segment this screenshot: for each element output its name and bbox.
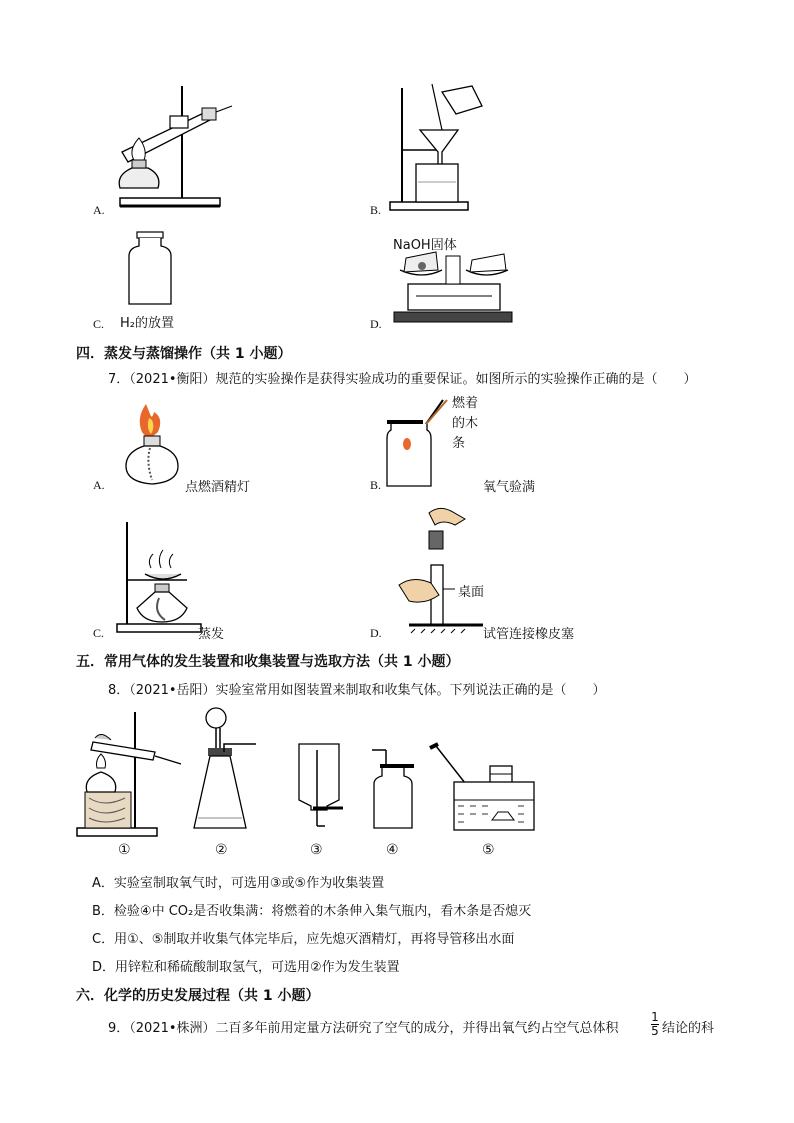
q8-choice-b: B．检验④中 CO₂是否收集满：将燃着的木条伸入集气瓶内，看木条是否熄灭	[92, 904, 532, 919]
fraction-numerator: 1	[651, 1010, 659, 1024]
q9-stem-start: 9．（2021•株洲）二百多年前用定量方法研究了空气的成分，并得出氧气约占空气总体积	[108, 1021, 619, 1036]
tube-stopper-on-desk-figure	[395, 505, 485, 633]
filtration-apparatus-figure	[390, 82, 500, 214]
heating-test-tube-apparatus-figure	[110, 80, 240, 215]
q7-option-d-letter: D.	[370, 626, 382, 640]
erlenmeyer-generator-figure	[190, 706, 260, 836]
q8-choice-a: A．实验室制取氧气时，可选用③或⑤作为收集装置	[92, 876, 385, 891]
q7-b-callout-line: 燃着	[452, 396, 479, 411]
q7-option-b-label: 氧气验满	[483, 480, 536, 495]
oxygen-full-check-figure	[385, 398, 449, 490]
q7-option-a-label: 点燃酒精灯	[185, 480, 251, 495]
q8-choice-c: C．用①、⑤制取并收集气体完毕后，应先熄灭酒精灯，再将导管移出水面	[92, 932, 515, 947]
q6-option-a-letter: A.	[93, 203, 105, 217]
downward-air-collection-figure	[295, 740, 347, 830]
balance-weighing-figure	[392, 250, 517, 325]
q6-option-d-naoh-label: NaOH固体	[393, 238, 457, 253]
apparatus-number-4: ④	[386, 842, 399, 858]
q6-option-d-letter: D.	[370, 317, 382, 331]
q7-option-a-letter: A.	[93, 478, 105, 492]
fraction-denominator: 5	[651, 1024, 659, 1038]
q7-b-callout	[452, 394, 478, 454]
evaporation-apparatus-figure	[115, 518, 205, 636]
q7-option-c-letter: C.	[93, 626, 105, 640]
section-5-title: 五．常用气体的发生装置和收集装置与选取方法（共 1 小题）	[76, 654, 460, 670]
q6-option-c-letter: C.	[93, 317, 105, 331]
q6-option-b-letter: B.	[370, 203, 382, 217]
section-6-title: 六．化学的历史发展过程（共 1 小题）	[76, 988, 320, 1004]
water-displacement-collection-figure	[428, 740, 546, 834]
section-4-title: 四．蒸发与蒸馏操作（共 1 小题）	[76, 346, 292, 362]
gas-bottle-figure	[125, 232, 175, 307]
apparatus-number-5: ⑤	[482, 842, 495, 858]
q6-option-c-label: H₂的放置	[120, 316, 174, 331]
q7-b-callout-line: 条	[452, 436, 466, 451]
q7-option-b-letter: B.	[370, 478, 382, 492]
apparatus-number-2: ②	[215, 842, 228, 858]
q7-option-d-label: 试管连接橡皮塞	[483, 627, 575, 642]
q7-option-c-label: 蒸发	[198, 627, 225, 642]
q8-stem: 8．（2021•岳阳）实验室常用如图装置来制取和收集气体。下列说法正确的是（ ）	[108, 683, 606, 698]
lit-alcohol-lamp-figure	[122, 402, 184, 490]
q7-stem: 7．（2021•衡阳）规范的实验操作是获得实验成功的重要保证。如图所示的实验操作正确的是（ ）	[108, 372, 697, 387]
upward-air-collection-figure	[368, 742, 418, 832]
q9-fraction	[651, 1011, 659, 1038]
solid-heating-generator-figure	[75, 708, 185, 840]
q9-stem-end: 结论的科	[662, 1021, 715, 1036]
q7-b-callout-line: 的木	[452, 416, 479, 431]
q8-choice-d: D．用锌粒和稀硫酸制取氢气，可选用②作为发生装置	[92, 960, 400, 975]
apparatus-number-3: ③	[310, 842, 323, 858]
apparatus-number-1: ①	[118, 842, 131, 858]
q7-d-callout: 桌面	[458, 585, 485, 600]
